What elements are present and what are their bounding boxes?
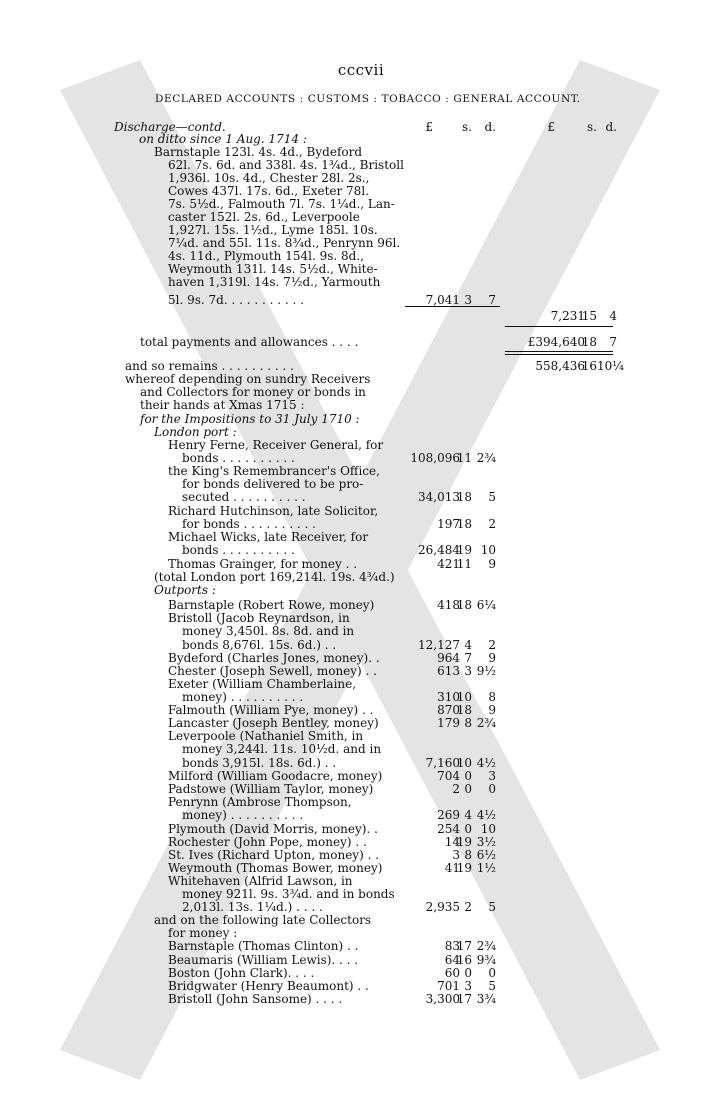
row-shillings: 18 (456, 703, 472, 717)
account-row (0, 598, 722, 612)
row-shillings: 3 (464, 664, 472, 678)
row-pence: 10 (480, 822, 496, 836)
row-shillings: 19 (456, 543, 472, 557)
row-text: secuted . . . . . . . . . . (182, 490, 306, 504)
row-text: Henry Ferne, Receiver General, for (168, 438, 384, 452)
row-text: Michael Wicks, late Receiver, for (168, 530, 369, 544)
row-shillings: 18 (456, 517, 472, 531)
row-text: Weymouth 131l. 14s. 5½d., White- (168, 262, 378, 276)
account-row (0, 690, 722, 704)
account-row (0, 210, 722, 224)
account-row (0, 703, 722, 717)
account-row (0, 385, 722, 399)
ruling-line (505, 326, 613, 327)
column-header-d1: d. (484, 120, 496, 134)
row-pence: 9½ (476, 664, 496, 678)
row-text: their hands at Xmas 1715 : (140, 398, 305, 412)
row-shillings: 18 (456, 598, 472, 612)
row-text: caster 152l. 2s. 6d., Leverpoole (168, 210, 360, 224)
row-text: and Collectors for money or bonds in (140, 385, 366, 399)
row-shillings: 3 (464, 293, 472, 307)
row-total-pounds: 7,231 (550, 309, 585, 323)
account-row (0, 293, 722, 307)
account-row (0, 835, 722, 849)
row-shillings: 3 (464, 979, 472, 993)
row-shillings: 0 (464, 782, 472, 796)
row-text: Bristoll (John Sansome) . . . . (168, 992, 343, 1006)
row-shillings: 0 (464, 822, 472, 836)
row-pence: 5 (488, 979, 496, 993)
row-text: for bonds . . . . . . . . . . (182, 517, 316, 531)
row-text: and so remains . . . . . . . . . . (125, 359, 294, 373)
account-row (0, 742, 722, 756)
row-pounds: 704 (437, 769, 460, 783)
row-text: money 921l. 9s. 3¾d. and in bonds (182, 887, 395, 901)
row-text: haven 1,319l. 14s. 7½d., Yarmouth (168, 275, 381, 289)
row-text: Barnstaple (Robert Rowe, money) (168, 598, 375, 612)
account-row (0, 638, 722, 652)
row-pence: 9 (488, 651, 496, 665)
column-header-l2: £ (547, 120, 555, 134)
account-row (0, 412, 722, 426)
account-row (0, 664, 722, 678)
account-row (0, 782, 722, 796)
row-text: whereof depending on sundry Receivers (125, 372, 371, 386)
row-pounds: 7,160 (425, 756, 460, 770)
row-text: bonds . . . . . . . . . . (182, 543, 295, 557)
row-shillings: 19 (456, 861, 472, 875)
row-pence: 4½ (476, 756, 496, 770)
row-shillings: 8 (464, 848, 472, 862)
account-row (0, 451, 722, 465)
row-text: money) . . . . . . . . . . (182, 690, 304, 704)
row-shillings: 8 (464, 716, 472, 730)
row-pounds: 7,041 (425, 293, 460, 307)
row-text: 7¼d. and 55l. 11s. 8¾d., Penrynn 96l. (168, 236, 401, 250)
row-text: Thomas Grainger, for money . . (168, 557, 358, 571)
account-row (0, 611, 722, 625)
row-total-shillings: 16 (581, 359, 597, 373)
row-total-pence: 4 (609, 309, 617, 323)
row-pence: 7 (488, 293, 496, 307)
account-row (0, 438, 722, 452)
row-text: Milford (William Goodacre, money) (168, 769, 383, 783)
account-row (0, 716, 722, 730)
row-shillings: 18 (456, 490, 472, 504)
row-text: 5l. 9s. 7d. . . . . . . . . . . (168, 293, 304, 307)
row-shillings: 4 (464, 638, 472, 652)
row-text: 1,927l. 15s. 1½d., Lyme 185l. 10s. (168, 223, 378, 237)
row-pounds: 701 (437, 979, 460, 993)
account-row (0, 543, 722, 557)
row-shillings: 11 (456, 557, 472, 571)
row-text: Cowes 437l. 17s. 6d., Exeter 78l. (168, 184, 369, 198)
account-row (0, 848, 722, 862)
row-text: Boston (John Clark). . . . (168, 966, 315, 980)
row-pounds: 3,300 (425, 992, 460, 1006)
row-text: total payments and allowances . . . . (140, 335, 359, 349)
row-total-pounds: 558,436 (535, 359, 585, 373)
row-text: Richard Hutchinson, late Solicitor, (168, 504, 379, 518)
row-pence: 3 (488, 769, 496, 783)
account-row (0, 729, 722, 743)
row-text: Bydeford (Charles Jones, money). . (168, 651, 380, 665)
account-row (0, 861, 722, 875)
row-total-pence: 7 (609, 335, 617, 349)
row-text: bonds 3,915l. 18s. 6d.) . . (182, 756, 337, 770)
row-pence: 9¾ (476, 953, 496, 967)
page-number: cccvii (337, 61, 385, 79)
row-pounds: 64 (444, 953, 460, 967)
account-row (0, 275, 722, 289)
row-text: Leverpoole (Nathaniel Smith, in (168, 729, 364, 743)
row-text: money 3,450l. 8s. 8d. and in (182, 624, 355, 638)
account-heading: DECLARED ACCOUNTS : CUSTOMS : TOBACCO : GENERAL ACCOUNT. (155, 93, 581, 105)
row-text: 1,936l. 10s. 4d., Chester 28l. 2s., (168, 171, 370, 185)
account-row (0, 372, 722, 386)
row-text: Chester (Joseph Sewell, money) . . (168, 664, 377, 678)
account-row (0, 132, 722, 146)
account-row (0, 677, 722, 691)
account-row (0, 145, 722, 159)
account-row (0, 530, 722, 544)
row-pence: 9 (488, 703, 496, 717)
row-pounds: 12,127 (418, 638, 460, 652)
row-pence: 2¾ (476, 716, 496, 730)
account-row (0, 900, 722, 914)
column-header-l1: £ (425, 120, 433, 134)
row-pence: 8 (488, 690, 496, 704)
row-text: 4s. 11d., Plymouth 154l. 9s. 8d., (168, 249, 364, 263)
row-shillings: 19 (456, 835, 472, 849)
row-pounds: 197 (437, 517, 460, 531)
column-header-s1: s. (462, 120, 472, 134)
row-shillings: 2 (464, 900, 472, 914)
row-pounds: 2 (452, 782, 460, 796)
row-text: Falmouth (William Pye, money) . . (168, 703, 374, 717)
row-text: St. Ives (Richard Upton, money) . . (168, 848, 380, 862)
row-text: Barnstaple (Thomas Clinton) . . (168, 939, 359, 953)
account-row (0, 223, 722, 237)
row-pence: 2 (488, 517, 496, 531)
account-row (0, 464, 722, 478)
row-text: London port : (154, 425, 237, 439)
row-pounds: 421 (437, 557, 460, 571)
account-row (0, 966, 722, 980)
row-text: Weymouth (Thomas Bower, money) (168, 861, 383, 875)
row-text: Penrynn (Ambrose Thompson, (168, 795, 352, 809)
row-pounds: 870 (437, 703, 460, 717)
row-pence: 6½ (476, 848, 496, 862)
account-row (0, 953, 722, 967)
row-pounds: 41 (444, 861, 460, 875)
row-text: bonds . . . . . . . . . . (182, 451, 295, 465)
row-text: 62l. 7s. 6d. and 338l. 4s. 1¾d., Bristoll (168, 158, 404, 172)
row-pounds: 964 (437, 651, 460, 665)
row-pounds: 26,484 (418, 543, 460, 557)
row-total-shillings: 18 (581, 335, 597, 349)
row-text: Beaumaris (William Lewis). . . . (168, 953, 359, 967)
row-shillings: 10 (456, 756, 472, 770)
row-text: (total London port 169,214l. 19s. 4¾d.) (154, 570, 395, 584)
account-row (0, 171, 722, 185)
row-shillings: 17 (456, 992, 472, 1006)
row-text: bonds 8,676l. 15s. 6d.) . . (182, 638, 337, 652)
row-text: the King's Remembrancer's Office, (168, 464, 380, 478)
account-row (0, 398, 722, 412)
account-row (0, 359, 722, 373)
account-row (0, 769, 722, 783)
account-row (0, 158, 722, 172)
account-row (0, 236, 722, 250)
row-pence: 4½ (476, 808, 496, 822)
row-pounds: 34,013 (418, 490, 460, 504)
account-row (0, 249, 722, 263)
row-pounds: 254 (437, 822, 460, 836)
account-row (0, 913, 722, 927)
row-pence: 5 (488, 490, 496, 504)
row-text: for bonds delivered to be pro- (182, 477, 364, 491)
account-row (0, 184, 722, 198)
account-row (0, 808, 722, 822)
row-pounds: 310 (437, 690, 460, 704)
row-pence: 10 (480, 543, 496, 557)
account-row (0, 504, 722, 518)
row-text: Whitehaven (Alfrid Lawson, in (168, 874, 353, 888)
account-row (0, 309, 722, 323)
row-pounds: 60 (444, 966, 460, 980)
account-row (0, 517, 722, 531)
account-row (0, 822, 722, 836)
row-text: Bristoll (Jacob Reynardson, in (168, 611, 350, 625)
row-text: Discharge—contd. (114, 120, 226, 134)
row-pence: 2¾ (476, 939, 496, 953)
row-pounds: 179 (437, 716, 460, 730)
column-header-s2: s. (587, 120, 597, 134)
row-pence: 0 (488, 966, 496, 980)
account-row (0, 651, 722, 665)
row-pence: 6¼ (476, 598, 496, 612)
row-shillings: 7 (464, 651, 472, 665)
account-row (0, 992, 722, 1006)
ruling-line (505, 354, 613, 355)
row-text: Barnstaple 123l. 4s. 4d., Bydeford (154, 145, 363, 159)
row-shillings: 16 (456, 953, 472, 967)
row-pence: 0 (488, 782, 496, 796)
account-row (0, 477, 722, 491)
account-row (0, 570, 722, 584)
row-shillings: 10 (456, 690, 472, 704)
account-row (0, 583, 722, 597)
row-pounds: 14 (444, 835, 460, 849)
row-pounds: 418 (437, 598, 460, 612)
row-pounds: 3 (452, 848, 460, 862)
row-total-pounds: £394,640 (527, 335, 585, 349)
row-pounds: 2,935 (425, 900, 460, 914)
account-row (0, 926, 722, 940)
row-shillings: 17 (456, 939, 472, 953)
row-shillings: 0 (464, 966, 472, 980)
row-total-pence: 10¼ (597, 359, 624, 373)
ruling-line (505, 351, 613, 352)
row-pence: 3¾ (476, 992, 496, 1006)
row-shillings: 0 (464, 769, 472, 783)
row-text: Plymouth (David Morris, money). . (168, 822, 378, 836)
account-row (0, 262, 722, 276)
account-row (0, 795, 722, 809)
row-text: Bridgwater (Henry Beaumont) . . (168, 979, 369, 993)
row-text: money 3,244l. 11s. 10½d. and in (182, 742, 382, 756)
row-pounds: 613 (437, 664, 460, 678)
row-text: 7s. 5½d., Falmouth 7l. 7s. 1¼d., Lan- (168, 197, 395, 211)
row-pence: 2¾ (476, 451, 496, 465)
row-text: Rochester (John Pope, money) . . (168, 835, 367, 849)
row-pence: 5 (488, 900, 496, 914)
account-row (0, 939, 722, 953)
row-pence: 9 (488, 557, 496, 571)
row-pounds: 83 (444, 939, 460, 953)
row-pence: 1½ (476, 861, 496, 875)
row-pence: 2 (488, 638, 496, 652)
account-row (0, 557, 722, 571)
row-pounds: 269 (437, 808, 460, 822)
row-text: Lancaster (Joseph Bentley, money) (168, 716, 379, 730)
account-row (0, 887, 722, 901)
ruling-line (405, 306, 500, 307)
row-text: Exeter (William Chamberlaine, (168, 677, 357, 691)
row-text: for the Impositions to 31 July 1710 : (140, 412, 360, 426)
row-text: Outports : (154, 583, 216, 597)
row-pence: 3½ (476, 835, 496, 849)
row-pounds: 108,096 (410, 451, 460, 465)
row-shillings: 4 (464, 808, 472, 822)
row-text: for money : (168, 926, 238, 940)
account-row (0, 490, 722, 504)
account-row (0, 979, 722, 993)
row-shillings: 11 (456, 451, 472, 465)
account-row (0, 335, 722, 349)
account-row (0, 624, 722, 638)
account-row (0, 425, 722, 439)
account-row (0, 197, 722, 211)
row-total-shillings: 15 (581, 309, 597, 323)
account-row (0, 756, 722, 770)
row-text: and on the following late Collectors (154, 913, 372, 927)
row-text: on ditto since 1 Aug. 1714 : (139, 132, 307, 146)
row-text: money) . . . . . . . . . . (182, 808, 304, 822)
row-text: Padstowe (William Taylor, money) (168, 782, 374, 796)
column-header-d2: d. (605, 120, 617, 134)
account-row (0, 874, 722, 888)
row-text: 2,013l. 13s. 1¼d.) . . . . (182, 900, 323, 914)
